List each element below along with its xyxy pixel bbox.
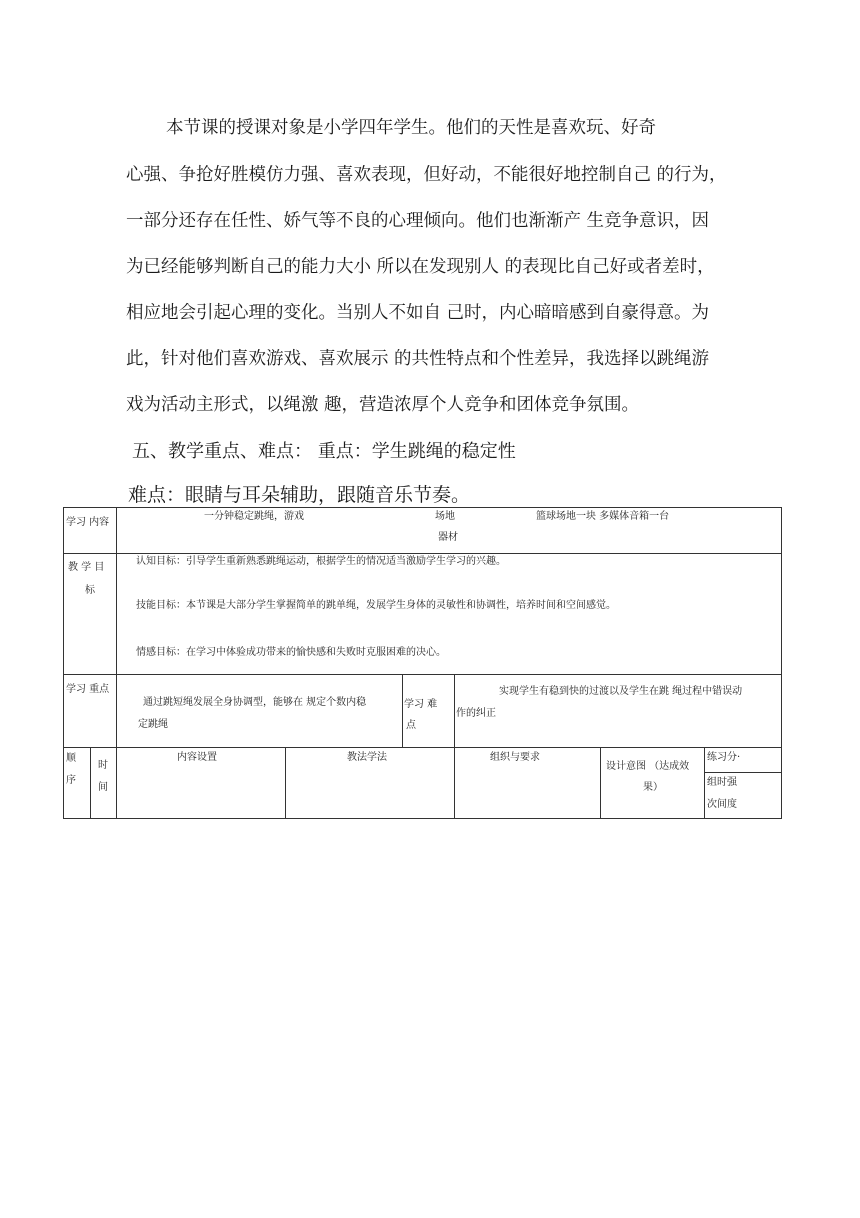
paragraph-line: 相应地会引起心理的变化。当别人不如自 己时，内心暗暗感到自豪得意。为 [126, 303, 710, 323]
venue-label: 场地 [435, 511, 455, 522]
content-value: 一分钟稳定跳绳，游戏 [204, 511, 304, 522]
table-rule [600, 747, 601, 819]
paragraph-line: 本节课的授课对象是小学四年学生。他们的天性是喜欢玩、好奇 [166, 118, 656, 138]
table-rule [63, 747, 782, 748]
table-rule [402, 674, 403, 748]
paragraph-line: 为已经能够判断自己的能力大小 所以在发现别人 的表现比自己好或者差时， [126, 257, 715, 277]
venue-value: 篮球场地一块 多媒体音箱一台 [536, 511, 670, 522]
cognitive-goal: 认知目标：引导学生重新熟悉跳绳运动，根据学生的情况适当激励学生学习的兴趣。 [136, 556, 506, 567]
order-header: 顺 [66, 753, 76, 764]
paragraph-line: 一部分还存在任性、娇气等不良的心理倾向。他们也渐渐产 生竞争意识，因 [126, 211, 710, 231]
paragraph-line: 心强、争抢好胜模仿力强、喜欢表现，但好动，不能很好地控制自己 的行为， [126, 165, 727, 185]
goals-label: 标 [85, 585, 95, 596]
emotion-goal: 情感目标：在学习中体验成功带来的愉快感和失败时克服困难的决心。 [136, 647, 446, 658]
difficulty-label: 学习 难 [404, 699, 438, 710]
difficulty-text: 实现学生有稳到快的过渡以及学生在跳 绳过程中错误动 [499, 686, 743, 697]
group-header: 组时强 [707, 777, 737, 788]
time-header: 间 [98, 782, 108, 793]
group-header: 次间度 [707, 799, 737, 810]
difficulty-heading: 难点：眼睛与耳朵辅助，跟随音乐节奏。 [128, 484, 471, 506]
design-header: 果） [643, 782, 663, 793]
table-rule [704, 747, 705, 819]
organization-header: 组织与要求 [490, 752, 540, 763]
key-point-text: 定跳绳 [138, 719, 168, 730]
table-rule [63, 507, 782, 508]
time-header: 时 [98, 760, 108, 771]
intro-paragraph [126, 110, 786, 424]
design-header: 设计意图 （达成效 [606, 761, 690, 772]
table-rule [63, 674, 782, 675]
table-rule [454, 674, 455, 748]
paragraph-line: 此，针对他们喜欢游戏、喜欢展示 的共性特点和个性差异，我选择以跳绳游 [126, 349, 710, 369]
lesson-table [63, 507, 782, 819]
order-header: 序 [66, 775, 76, 786]
table-rule [63, 818, 782, 819]
key-point-text: 通过跳短绳发展全身协调型，能够在 规定个数内稳 [143, 697, 367, 708]
table-rule [116, 747, 117, 819]
table-rule [781, 507, 782, 819]
table-rule [116, 507, 117, 748]
key-point-label: 学习 重点 [66, 684, 110, 695]
paragraph-line: 戏为活动主形式，以绳激 趣，营造浓厚个人竞争和团体竞争氛围。 [126, 395, 640, 415]
table-rule [704, 772, 782, 773]
method-header: 教法学法 [347, 752, 387, 763]
content-header: 内容设置 [177, 752, 217, 763]
table-rule [90, 747, 91, 819]
skill-goal: 技能目标：本节课是大部分学生掌握简单的跳单绳，发展学生身体的灵敏性和协调性，培养时间和空间感觉。 [136, 600, 616, 611]
equipment-label: 器材 [438, 532, 458, 543]
table-rule [63, 507, 64, 819]
table-rule [285, 747, 286, 819]
content-label: 学习 内容 [66, 517, 110, 528]
difficulty-text: 作的纠正 [456, 708, 496, 719]
table-rule [454, 747, 455, 819]
difficulty-label: 点 [406, 720, 416, 731]
section-heading: 五、教学重点、难点： 重点：学生跳绳的稳定性 [132, 441, 516, 462]
practice-header: 练习分· [707, 752, 741, 763]
goals-label: 教 学 目 [68, 562, 105, 573]
